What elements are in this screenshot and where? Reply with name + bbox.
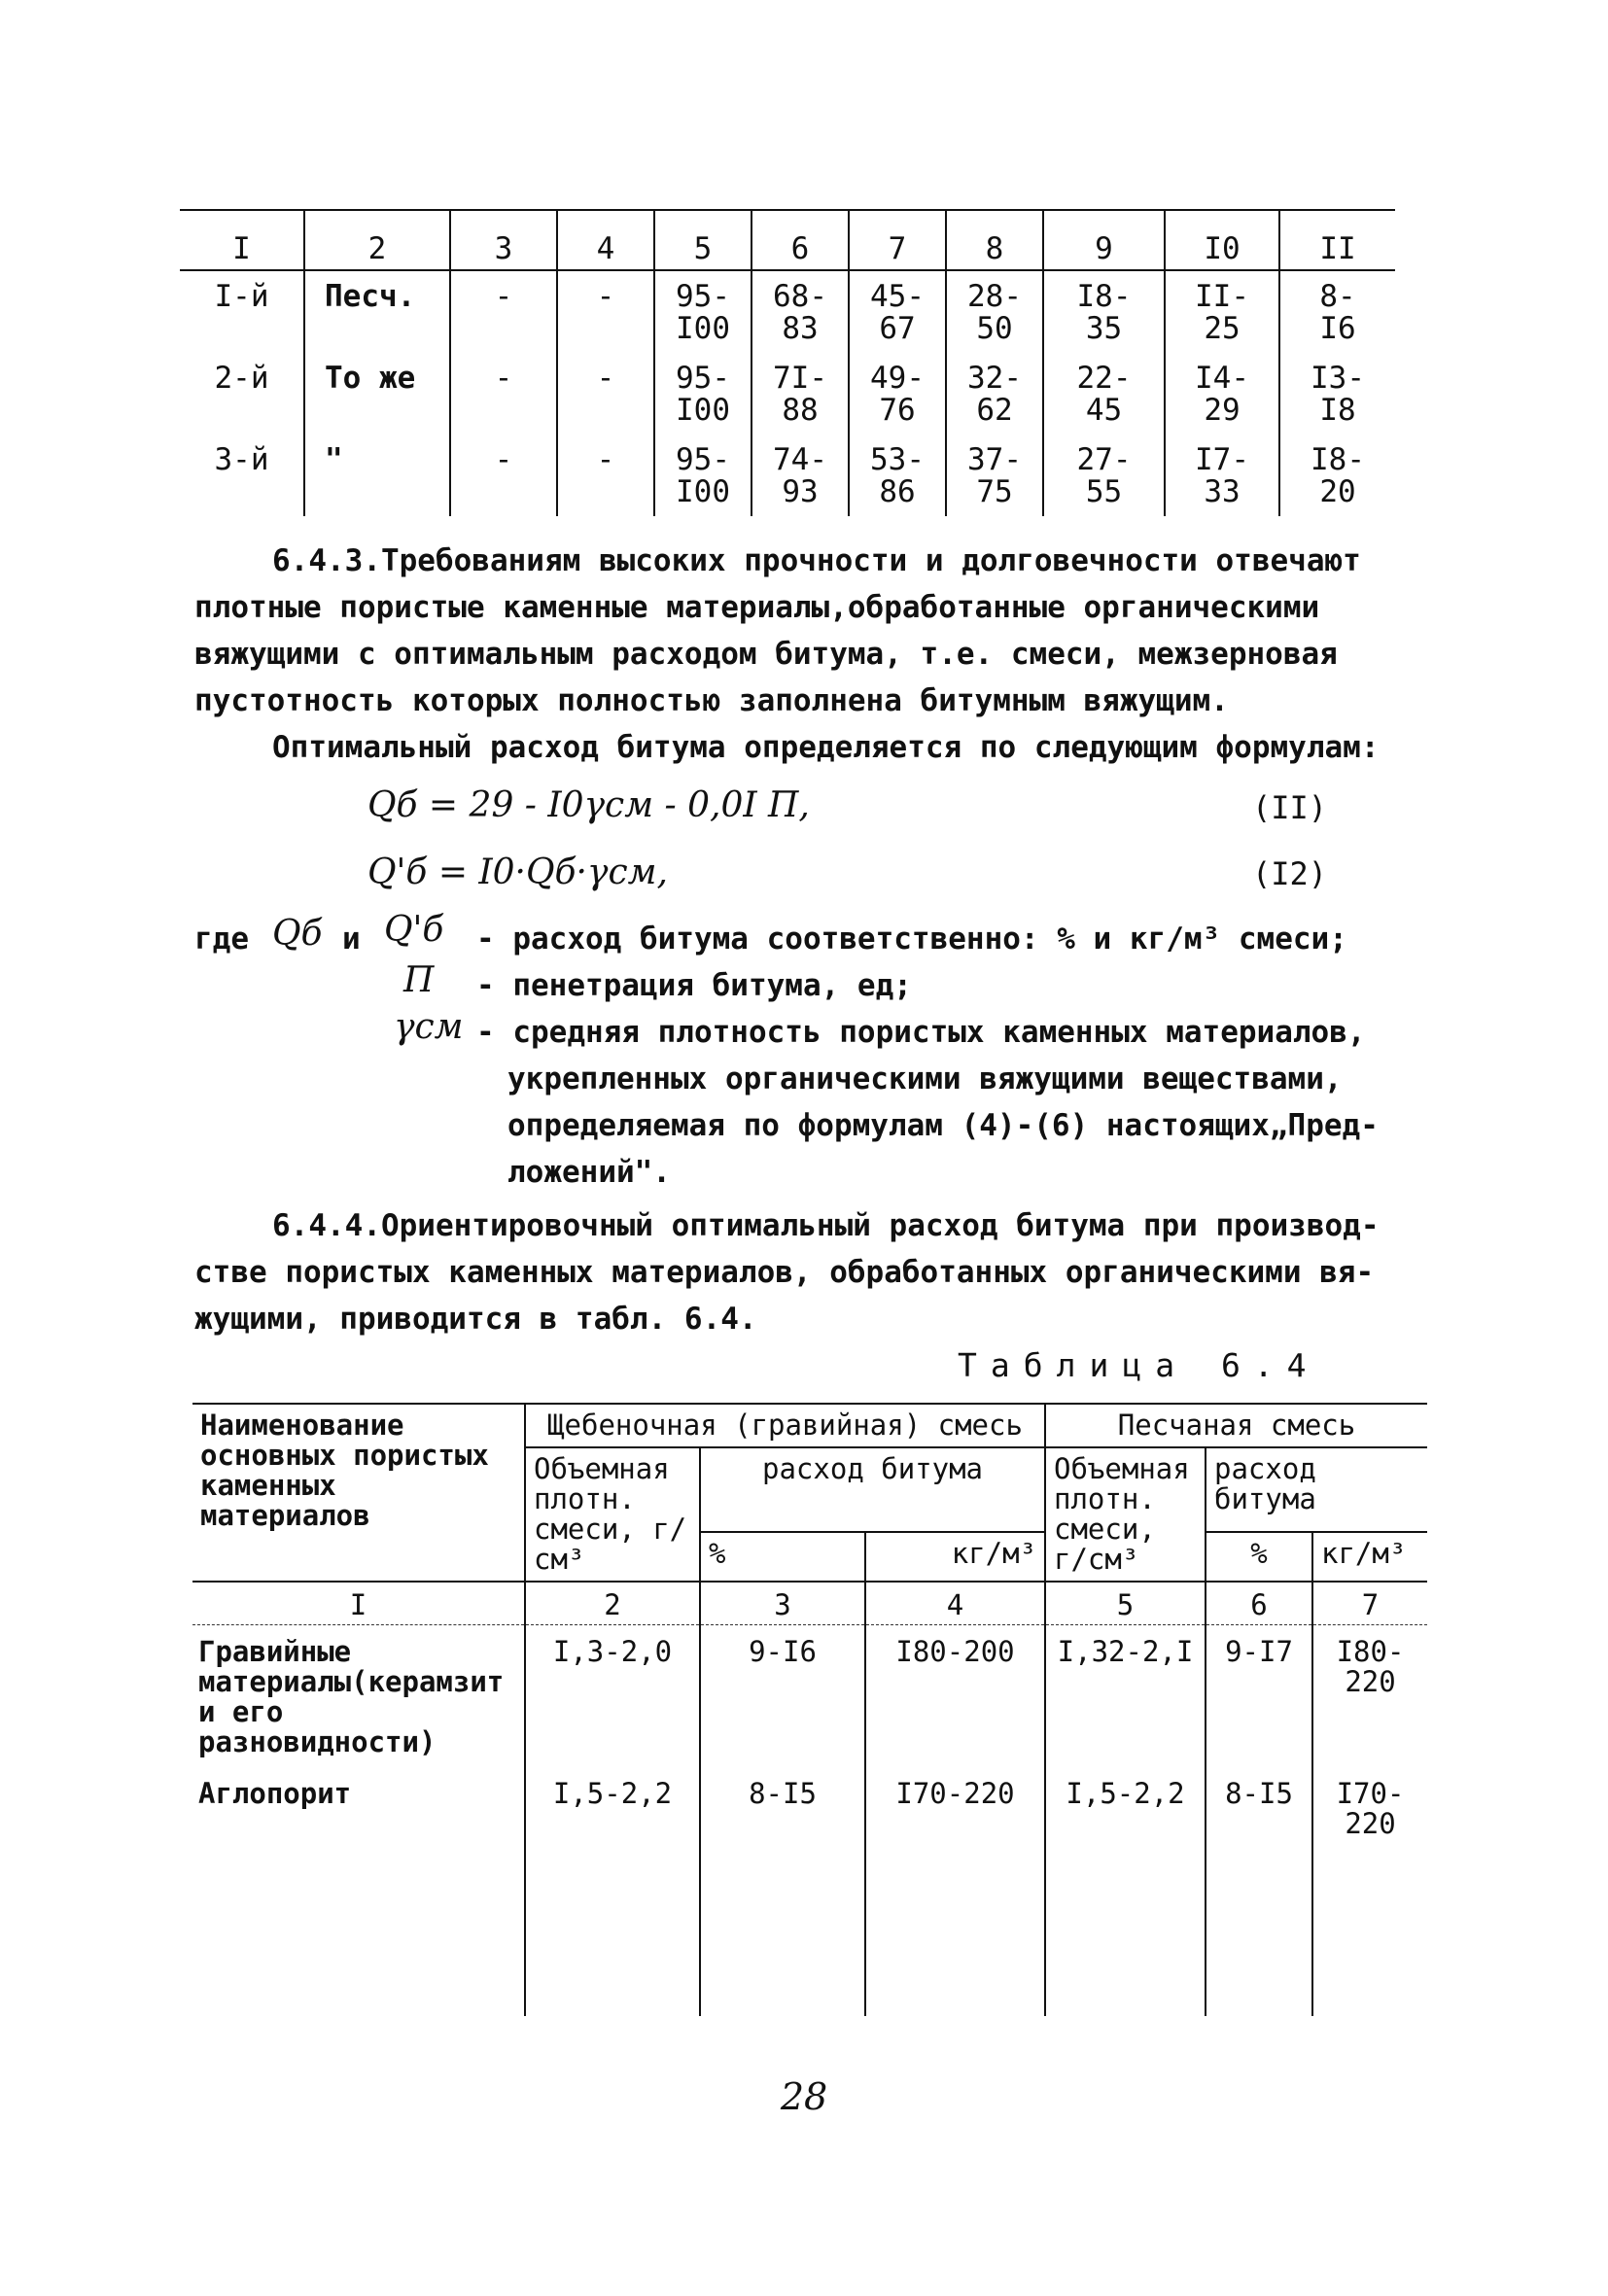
table2-cell: I,5-2,2 [525,1767,700,1849]
table2-cell: 9-I7 [1206,1625,1312,1768]
paragraph-line: жущими, приводится в табл. 6.4. [194,1302,757,1337]
definition-line: укрепленных органическими вяжущими веществами, [507,1061,1343,1096]
table1-header: 8 [946,210,1043,270]
column-number: 5 [1045,1582,1206,1625]
col-bitumen-consumption: расход битума [1206,1447,1427,1532]
table2-header-row [192,1404,1427,1447]
material-name: Гравийные материалы(керамзит и его разновидности) [198,1635,505,1758]
table1-cell: 49- 76 [849,353,946,435]
symbol-p: П [403,960,435,1000]
table1-cell: - [557,270,654,353]
paragraph-6-4-4 [194,1202,1429,1342]
paragraph-line: стве пористых каменных материалов, обработанных органическими вя- [194,1255,1375,1290]
formula-intro: Оптимальный расход битума определяется по следующим формулам: [272,730,1380,765]
definition-line: - средняя плотность пористых каменных материалов, [476,1015,1366,1050]
table1-cell: I4- 29 [1165,353,1279,435]
paragraph-line: вяжущими с оптимальным расходом битума, т.е. смеси, межзерновая [194,637,1338,672]
group-crushed-stone: Щебеночная (гравийная) смесь [525,1404,1045,1447]
column-number: 3 [700,1582,865,1625]
bitumen-table [192,1403,1427,2016]
table-row [192,1767,1427,1849]
formula-number: (I2) [1252,855,1328,892]
column-number: 6 [1206,1582,1312,1625]
definition-gamma [476,1009,1379,1196]
table-row [180,353,1395,435]
table1-cell: - [450,435,557,516]
column-number: 2 [525,1582,700,1625]
table2-cell: I80-200 [865,1625,1045,1768]
table1-cell: 28- 50 [946,270,1043,353]
table2-cell: I,5-2,2 [1045,1767,1206,1849]
table1-header: 4 [557,210,654,270]
table1-cell: I8- 20 [1279,435,1395,516]
table1-header: 6 [752,210,849,270]
column-number: 7 [1312,1582,1427,1625]
col-bitumen-consumption: расход битума [700,1447,1045,1532]
table2-cell: I,3-2,0 [525,1625,700,1768]
formula-number: (II) [1252,789,1328,826]
table1-header: 5 [654,210,752,270]
table1-header: 9 [1043,210,1165,270]
col-percent: % [1206,1532,1312,1582]
table1-cell: I8- 35 [1043,270,1165,353]
table2-cell: I70-220 [865,1767,1045,1849]
table-row [180,270,1395,353]
table2-cell: 8-I5 [1206,1767,1312,1849]
col-kg-per-m3: кг/м³ [865,1532,1045,1582]
col-kg-per-m3: кг/м³ [1312,1532,1427,1582]
table2-column-numbers [192,1582,1427,1625]
symbol-q: Qб [272,914,323,954]
paragraph-first-line: 6.4.3.Требованиям высоких прочности и долговечности отвечают [272,543,1361,578]
table1-cell: То же [304,353,450,435]
paragraph-line: пустотность которых полностью заполнена битумным вяжущим. [194,683,1229,718]
table2-empty-space [192,1849,1427,2016]
formula-12: Q'б = I0·Qб·γсм, [367,852,668,892]
col-volume-density: Объемная плотн. смеси, г/см³ [1045,1447,1206,1582]
table-row [180,435,1395,516]
table2-cell: 8-I5 [700,1767,865,1849]
definition-p: - пенетрация битума, ед; [476,968,912,1003]
table1-header: 2 [304,210,450,270]
table1-cell: 2-й [214,361,269,396]
table1-cell: I7- 33 [1165,435,1279,516]
table1-cell: 45- 67 [849,270,946,353]
table1-cell: 95- I00 [654,353,752,435]
table2-cell: I70- 220 [1312,1767,1427,1849]
table1-header: I [180,210,304,270]
table1-cell: 8- I6 [1279,270,1395,353]
column-number: I [192,1582,525,1625]
table1-cell: 68- 83 [752,270,849,353]
table1-cell: 53- 86 [849,435,946,516]
table2-cell: 9-I6 [700,1625,865,1768]
table2-cell: I,32-2,I [1045,1625,1206,1768]
table1-cell: 3-й [214,442,269,477]
granulometry-table [180,209,1395,516]
where-and: и [342,922,361,957]
table1-cell: - [557,435,654,516]
table1-cell: - [450,353,557,435]
where-lead [194,916,249,962]
symbol-gamma: γсм [394,1007,464,1047]
table1-cell: - [557,353,654,435]
table1-header: 7 [849,210,946,270]
definition-q: - расход битума соответственно: % и кг/м³ смеси; [476,922,1347,957]
symbol-q-prime: Q'б [384,910,444,950]
column-number: 4 [865,1582,1045,1625]
table1-cell: 37- 75 [946,435,1043,516]
paragraph-6-4-3 [194,538,1429,771]
material-name: Аглопорит [198,1777,352,1810]
table1-cell: 95- I00 [654,435,752,516]
where-word: где [194,922,249,957]
paragraph-first-line: 6.4.4.Ориентировочный оптимальный расход битума при производ- [272,1208,1380,1243]
table1-cell: - [450,270,557,353]
table1-header: II [1279,210,1395,270]
definition-line: определяемая по формулам (4)-(6) настоящих„Пред- [507,1108,1379,1143]
paragraph-line: плотные пористые каменные материалы,обработанные органическими [194,590,1320,625]
formula-11: Qб = 29 - I0γсм - 0,0I П, [367,785,810,825]
col-material-name: Наименование основных пористых каменных материалов [192,1404,525,1582]
table2-cell: I80- 220 [1312,1625,1427,1768]
table1-cell: II- 25 [1165,270,1279,353]
group-sand-mix: Песчаная смесь [1045,1404,1427,1447]
table-row [192,1625,1427,1768]
table1-cell: 74- 93 [752,435,849,516]
col-percent: % [700,1532,865,1582]
table-caption: Таблица 6.4 [958,1346,1320,1384]
table1-cell: 7I- 88 [752,353,849,435]
table1-header: I0 [1165,210,1279,270]
table1-header-row [180,210,1395,270]
table1-cell: I-й [214,279,269,314]
table1-cell: 95- I00 [654,270,752,353]
table1-cell: 22- 45 [1043,353,1165,435]
table1-cell: I3- I8 [1279,353,1395,435]
table1-cell: 27- 55 [1043,435,1165,516]
table1-cell: Песч. [304,270,450,353]
table1-cell: " [304,435,450,516]
col-volume-density: Объемная плотн. смеси, г/см³ [525,1447,700,1582]
definition-line: ложений". [507,1155,671,1190]
table1-header: 3 [450,210,557,270]
page-number: 28 [780,2075,828,2118]
table1-cell: 32- 62 [946,353,1043,435]
